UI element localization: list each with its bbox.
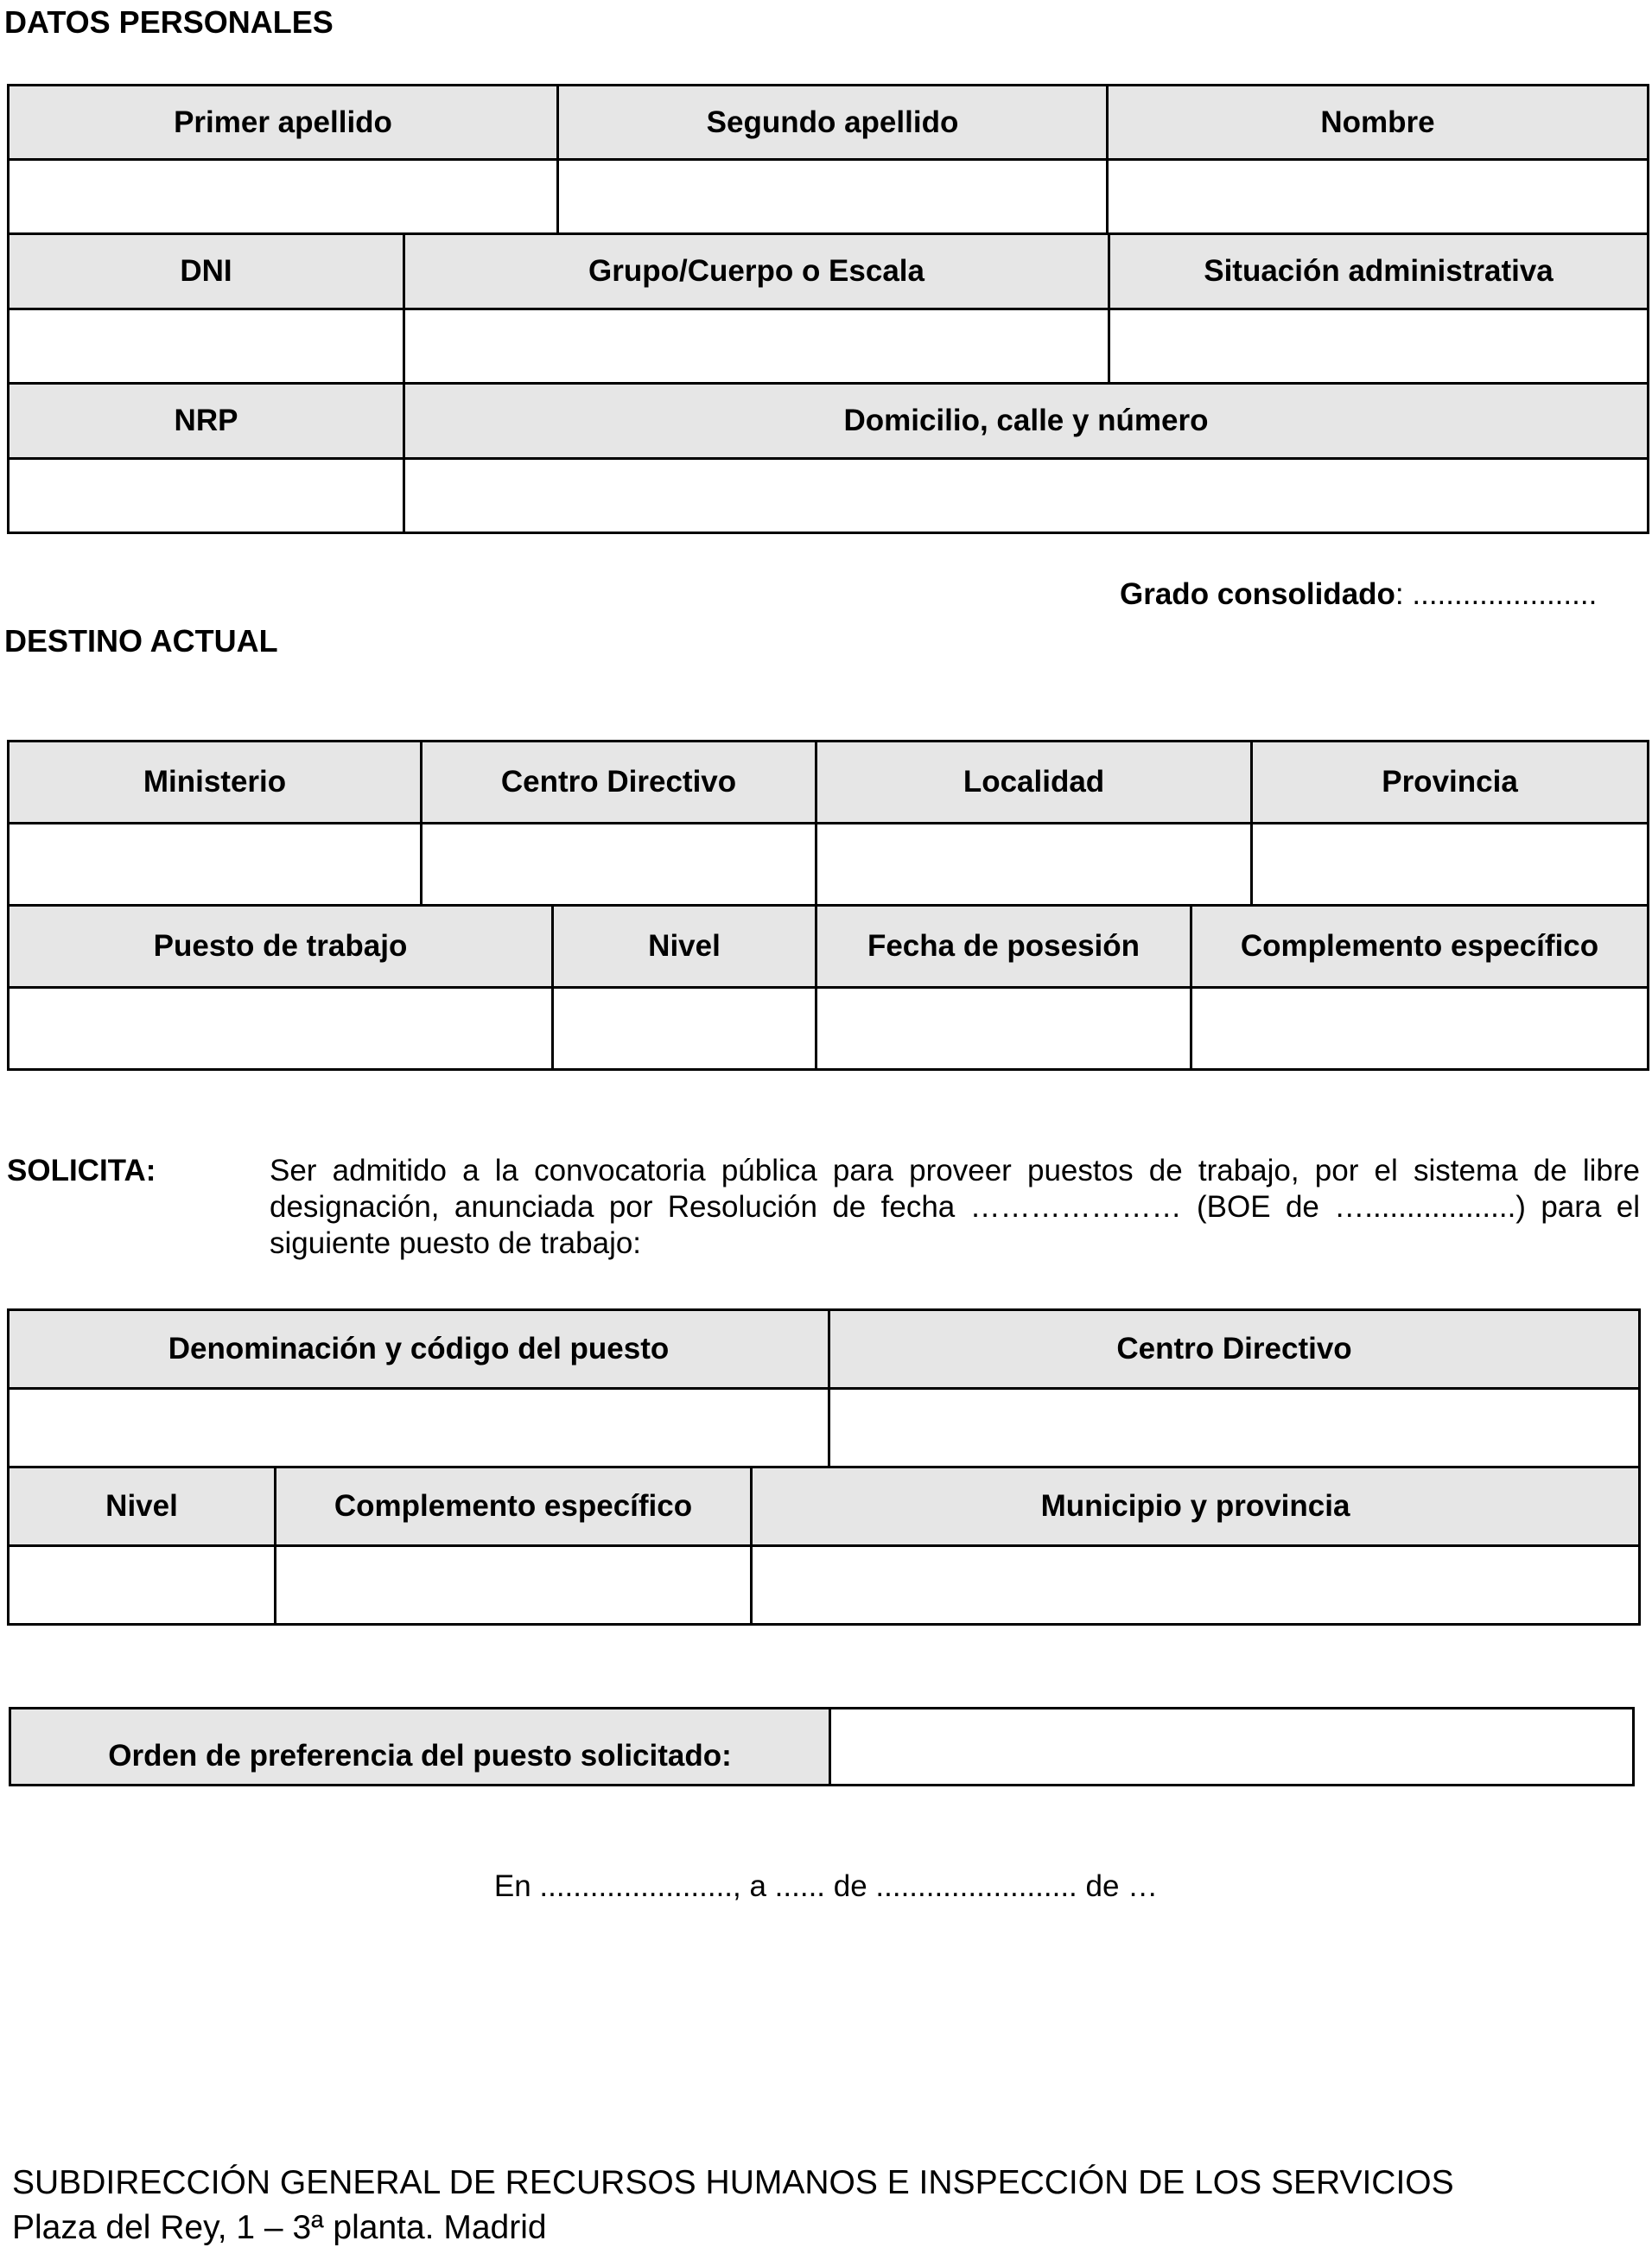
field-complemento-solicitado[interactable] xyxy=(276,1546,752,1625)
destino-actual-title: DESTINO ACTUAL xyxy=(4,623,278,659)
header-grupo-cuerpo-escala: Grupo/Cuerpo o Escala xyxy=(404,234,1109,309)
header-nivel: Nivel xyxy=(553,906,816,988)
field-localidad[interactable] xyxy=(816,824,1252,906)
header-complemento-especifico: Complemento específico xyxy=(1191,906,1649,988)
header-fecha-posesion: Fecha de posesión xyxy=(816,906,1191,988)
field-nivel[interactable] xyxy=(553,988,816,1070)
field-situacion-administrativa[interactable] xyxy=(1109,309,1649,384)
datos-personales-table xyxy=(7,84,1649,534)
header-situacion-administrativa: Situación administrativa xyxy=(1109,234,1649,309)
field-puesto-de-trabajo[interactable] xyxy=(9,988,553,1070)
grado-consolidado xyxy=(1120,577,1597,612)
field-nombre[interactable] xyxy=(1108,160,1649,234)
grado-consolidado-label: Grado consolidado xyxy=(1120,577,1395,611)
field-complemento-especifico[interactable] xyxy=(1191,988,1649,1070)
field-dni[interactable] xyxy=(9,309,404,384)
orden-preferencia-field[interactable] xyxy=(830,1709,1634,1786)
lugar-fecha: En ......................., a ...... de ........................ de … xyxy=(493,1869,1159,1903)
field-domicilio[interactable] xyxy=(404,459,1649,533)
orden-preferencia-label: Orden de preferencia del puesto solicitado: xyxy=(10,1709,830,1786)
puesto-solicitado-table xyxy=(7,1308,1641,1626)
header-municipio-provincia: Municipio y provincia xyxy=(752,1467,1640,1546)
header-ministerio: Ministerio xyxy=(9,742,422,824)
header-puesto-de-trabajo: Puesto de trabajo xyxy=(9,906,553,988)
field-centro-directivo[interactable] xyxy=(422,824,816,906)
header-localidad: Localidad xyxy=(816,742,1252,824)
field-provincia[interactable] xyxy=(1252,824,1649,906)
header-primer-apellido: Primer apellido xyxy=(9,86,558,160)
field-centro-directivo-solicitado[interactable] xyxy=(829,1389,1640,1467)
destino-actual-table xyxy=(7,740,1649,1071)
header-dni: DNI xyxy=(9,234,404,309)
header-domicilio: Domicilio, calle y número xyxy=(404,384,1649,459)
header-provincia: Provincia xyxy=(1252,742,1649,824)
solicita-label: SOLICITA: xyxy=(7,1154,156,1187)
field-ministerio[interactable] xyxy=(9,824,422,906)
header-denominacion-codigo: Denominación y código del puesto xyxy=(9,1310,829,1389)
field-municipio-provincia[interactable] xyxy=(752,1546,1640,1625)
footer-direccion: Plaza del Rey, 1 – 3ª planta. Madrid xyxy=(12,2209,547,2246)
header-nrp: NRP xyxy=(9,384,404,459)
datos-personales-title: DATOS PERSONALES xyxy=(4,4,334,40)
header-nombre: Nombre xyxy=(1108,86,1649,160)
header-segundo-apellido: Segundo apellido xyxy=(558,86,1108,160)
header-complemento-solicitado: Complemento específico xyxy=(276,1467,752,1546)
grado-consolidado-field[interactable]: : ...................... xyxy=(1395,577,1598,611)
field-nivel-solicitado[interactable] xyxy=(9,1546,276,1625)
field-primer-apellido[interactable] xyxy=(9,160,558,234)
field-fecha-posesion[interactable] xyxy=(816,988,1191,1070)
header-centro-directivo-solicitado: Centro Directivo xyxy=(829,1310,1640,1389)
field-segundo-apellido[interactable] xyxy=(558,160,1108,234)
field-grupo-cuerpo-escala[interactable] xyxy=(404,309,1109,384)
solicita-text: Ser admitido a la convocatoria pública para proveer puestos de trabajo, por el sistema de libre designación, anunciada por Resolución de fecha ………………… (BOE de …..................) para el siguiente puesto de trabajo: xyxy=(270,1154,1640,1260)
header-nivel-solicitado: Nivel xyxy=(9,1467,276,1546)
field-nrp[interactable] xyxy=(9,459,404,533)
header-centro-directivo: Centro Directivo xyxy=(422,742,816,824)
field-denominacion-codigo[interactable] xyxy=(9,1389,829,1467)
orden-preferencia-table xyxy=(9,1707,1635,1786)
footer-organismo: SUBDIRECCIÓN GENERAL DE RECURSOS HUMANOS E INSPECCIÓN DE LOS SERVICIOS xyxy=(12,2164,1454,2201)
